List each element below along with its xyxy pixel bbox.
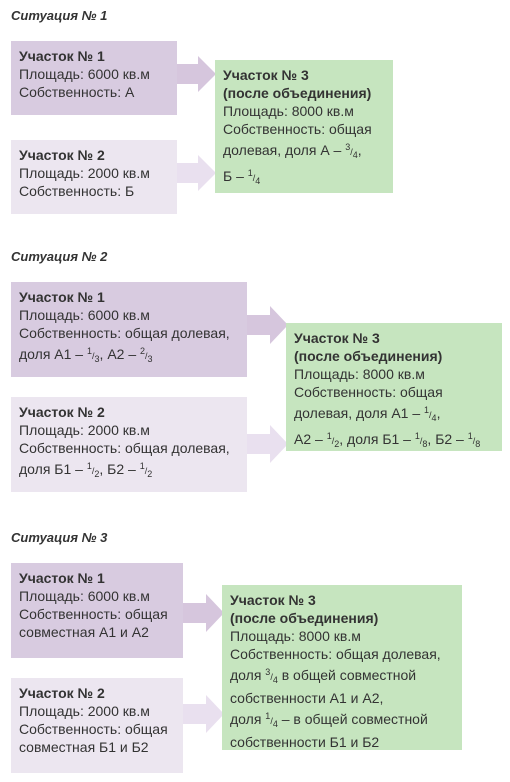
situation-2-plot-2 <box>11 397 247 492</box>
fraction: $^1/_4$ <box>265 711 278 729</box>
result-owner-3: собственности А1 и А2, <box>230 690 384 706</box>
owner-text: долевая, доля А – <box>223 142 342 158</box>
plot-area: Площадь: 6000 кв.м <box>19 588 150 604</box>
arrow-1-plot1 <box>176 56 216 92</box>
fraction: $^1/_4$ <box>247 168 261 186</box>
situation-3-plot-2 <box>11 678 183 773</box>
result-owner-4: доля $^1/_4$ – в общей совместной <box>230 711 428 729</box>
fraction: $^1/_4$ <box>424 405 437 423</box>
plot-owner-1: Собственность: общая <box>19 606 168 622</box>
plot-owner-2: совместная А1 и А2 <box>19 624 149 640</box>
plot-area: Площадь: 2000 кв.м <box>19 422 150 438</box>
result-owner-1: Собственность: общая <box>223 121 372 137</box>
plot-owner: Собственность: общая долевая, <box>19 325 230 341</box>
plot-shares: доля $Б1 - ^1/_2$, $Б2 - ^1/_2$ <box>19 461 153 479</box>
arrow-3-plot1 <box>182 594 224 632</box>
plot-area: Площадь: 6000 кв.м <box>19 66 150 82</box>
fraction: $^1/_8$ <box>414 431 428 449</box>
situation-1-plot-2 <box>11 140 177 214</box>
situation-2-result-plot <box>286 323 502 451</box>
plot-area: Площадь: 2000 кв.м <box>19 703 150 719</box>
situation-1-title: Ситуация № 1 <box>11 8 108 23</box>
plot-owner-2: совместная Б1 и Б2 <box>19 739 149 755</box>
fraction: $^3/_4$ <box>345 142 358 160</box>
result-owner-2: доля $^3/_4$ в общей совместной <box>230 667 417 685</box>
fraction: $^1/_3$ <box>86 346 100 364</box>
plot-title: Участок № 2 <box>19 685 105 701</box>
situation-3-title: Ситуация № 3 <box>11 530 108 545</box>
plot-title: Участок № 1 <box>19 570 105 586</box>
owner-text: Б – <box>223 168 244 184</box>
result-area: Площадь: 8000 кв.м <box>230 628 361 644</box>
situation-3-result-plot <box>222 585 462 750</box>
result-owner-2: долевая, доля $А1 - ^1/_4$, <box>294 405 441 423</box>
result-owner-3: $А2 - ^1/_2$, доля $Б1 - ^1/_8$, $Б2 - ^1/_8$ <box>294 431 481 449</box>
result-owner-1: Собственность: общая <box>294 384 443 400</box>
plot-area: Площадь: 6000 кв.м <box>19 307 150 323</box>
situation-3-plot-1 <box>11 563 183 658</box>
situation-2-title: Ситуация № 2 <box>11 249 108 264</box>
plot-title: Участок № 2 <box>19 147 105 163</box>
fraction: $^1/_2$ <box>326 431 340 449</box>
fraction: $^3/_4$ <box>265 667 278 685</box>
fraction: $^1/_2$ <box>86 461 100 479</box>
result-title: Участок № 3 <box>230 592 316 608</box>
plot-title: Участок № 2 <box>19 404 105 420</box>
plot-owner-1: Собственность: общая <box>19 721 168 737</box>
plot-owner: Собственность: А <box>19 84 135 100</box>
arrow-2-plot1 <box>246 306 288 344</box>
result-area: Площадь: 8000 кв.м <box>223 103 354 119</box>
result-owner-3 <box>223 164 385 190</box>
arrow-1-plot2 <box>176 155 216 191</box>
arrow-2-plot2 <box>246 425 288 463</box>
situation-1-plot-1 <box>11 41 177 115</box>
fraction: $^1/_8$ <box>467 431 481 449</box>
result-subtitle: (после объединения) <box>223 85 372 101</box>
result-area: Площадь: 8000 кв.м <box>294 366 425 382</box>
plot-title: Участок № 1 <box>19 48 105 64</box>
situation-1-result-plot <box>215 60 393 193</box>
result-title: Участок № 3 <box>223 67 309 83</box>
result-subtitle: (после объединения) <box>294 348 443 364</box>
result-owner-2: долевая, доля А – $^3/_4$, <box>223 142 362 160</box>
plot-owner: Собственность: Б <box>19 183 135 199</box>
fraction: $^1/_2$ <box>139 461 153 479</box>
plot-owner: Собственность: общая долевая, <box>19 440 230 456</box>
result-subtitle: (после объединения) <box>230 610 379 626</box>
result-owner-5: собственности Б1 и Б2 <box>230 734 380 750</box>
result-title: Участок № 3 <box>294 330 380 346</box>
arrow-3-plot2 <box>182 695 224 733</box>
plot-title: Участок № 1 <box>19 289 105 305</box>
plot-shares: доля $А1 - ^1/_3$, $А2 - ^2/_3$ <box>19 346 153 364</box>
fraction: $^2/_3$ <box>140 346 153 364</box>
plot-area: Площадь: 2000 кв.м <box>19 165 150 181</box>
situation-2-plot-1 <box>11 282 247 377</box>
result-owner-1: Собственность: общая долевая, <box>230 646 441 662</box>
